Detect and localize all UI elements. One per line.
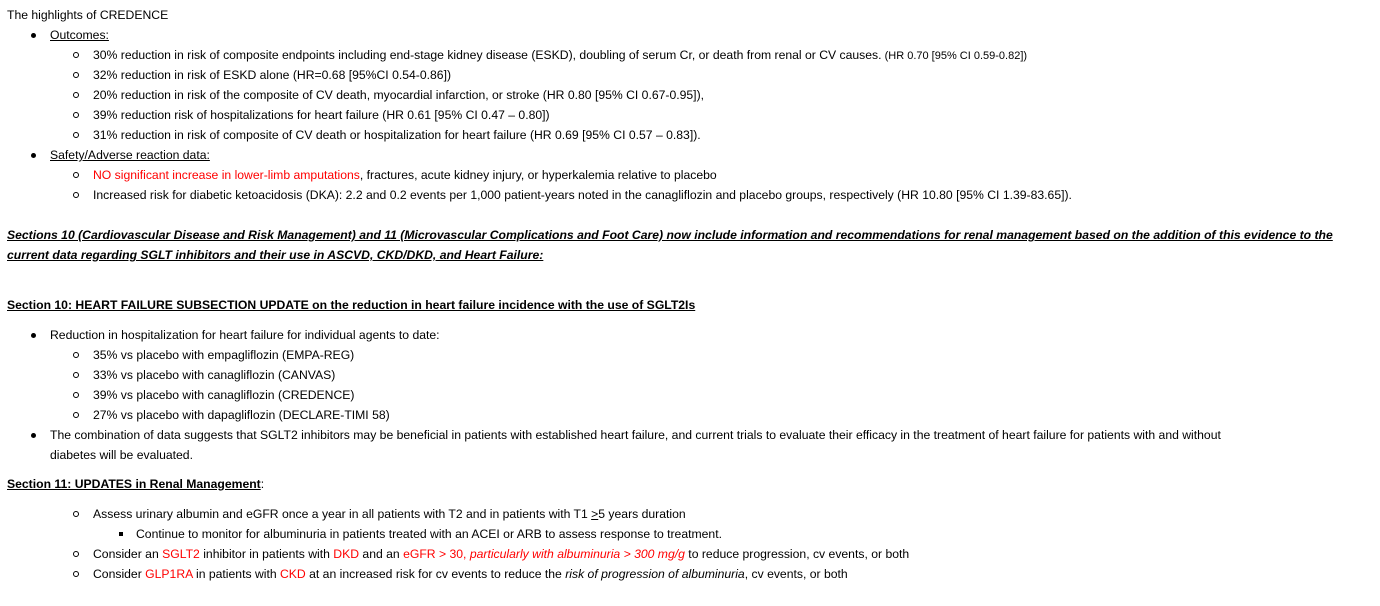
document <box>7 5 1375 584</box>
greater-equal-sign: > <box>591 507 599 521</box>
renal-glp1ra-text: , cv events, or both <box>744 567 848 581</box>
renal-glp1ra-highlight: GLP1RA <box>145 567 193 581</box>
renal-dkd-highlight: DKD <box>333 547 360 561</box>
section10-heading: Section 10: HEART FAILURE SUBSECTION UPDATE on the reduction in heart failure incidence with the use of SGLT2Is <box>7 298 696 312</box>
outcomes-label: Outcomes: <box>50 28 109 42</box>
renal-monitor-text: Continue to monitor for albuminuria in patients treated with an ACEI or ARB to assess response to treatment. <box>136 527 722 541</box>
renal-assess-duration: 5 years duration <box>598 507 686 521</box>
agent-item <box>7 385 1375 405</box>
safety-label: Safety/Adverse reaction data: <box>50 148 210 162</box>
outcome-hr: (HR 0.70 [95% CI 0.59-0.82]) <box>881 50 1028 62</box>
section11-heading-line <box>7 474 1375 494</box>
outcome-item <box>7 45 1375 65</box>
agent-item <box>7 345 1375 365</box>
renal-sglt2-text: and an <box>359 547 404 561</box>
renal-albuminuria-highlight: particularly with albuminuria > 300 mg/g <box>469 547 685 561</box>
renal-item <box>7 504 1375 524</box>
renal-glp1ra-text: in patients with <box>192 567 280 581</box>
section10-intro-bullet <box>7 325 1375 345</box>
renal-glp1ra-text: Consider <box>93 567 146 581</box>
safety-bullet <box>7 145 1375 165</box>
agent-text: 33% vs placebo with canagliflozin (CANVAS) <box>93 368 336 382</box>
doc-title: The highlights of CREDENCE <box>7 8 169 22</box>
renal-item <box>7 544 1375 564</box>
renal-sglt2-text: inhibitor in patients with <box>199 547 334 561</box>
renal-sglt2-text: Consider an <box>93 547 163 561</box>
agent-text: 35% vs placebo with empagliflozin (EMPA-REG) <box>93 348 355 362</box>
outcome-text: 30% reduction in risk of composite endpoints including end-stage kidney disease (ESKD), doubling of serum Cr, or death from renal or CV causes. <box>93 48 882 62</box>
combination-line-1: The combination of data suggests that SGLT2 inhibitors may be beneficial in patients with established heart failure, and current trials to evaluate their efficacy in the treatment of heart failure for patients with and without <box>50 428 1221 442</box>
renal-egfr-highlight: eGFR > 30, <box>403 547 470 561</box>
renal-glp1ra-text: at an increased risk for cv events to reduce the <box>305 567 566 581</box>
renal-ckd-highlight: CKD <box>280 567 306 581</box>
safety-amputation-text: NO significant increase in lower-limb amputations <box>93 168 360 182</box>
safety-item <box>7 185 1375 205</box>
renal-item <box>7 564 1375 584</box>
renal-assess-text: Assess urinary albumin and eGFR once a year in all patients with T2 and in patients with T1 <box>93 507 592 521</box>
renal-sglt2-text: to reduce progression, cv events, or both <box>684 547 910 561</box>
agent-text: 39% vs placebo with canagliflozin (CREDENCE) <box>93 388 355 402</box>
safety-item-rest: , fractures, acute kidney injury, or hyperkalemia relative to placebo <box>359 168 717 182</box>
renal-progression-italic: risk of progression of albuminuria <box>565 567 745 581</box>
outcome-text: 39% reduction risk of hospitalizations for heart failure (HR 0.61 [95% CI 0.47 – 0.80]) <box>93 108 550 122</box>
outcome-item <box>7 65 1375 85</box>
outcome-item <box>7 125 1375 145</box>
agent-text: 27% vs placebo with dapagliflozin (DECLARE-TIMI 58) <box>93 408 390 422</box>
safety-dka-text: Increased risk for diabetic ketoacidosis (DKA): 2.2 and 0.2 events per 1,000 patient-years noted in the canagliflozin and placebo groups, respectively (HR 10.80 [95% CI 1.39-83.65]). <box>93 188 1072 202</box>
outcomes-bullet <box>7 25 1375 45</box>
agent-item <box>7 405 1375 425</box>
section11-heading: Section 11: UPDATES in Renal Management <box>7 477 261 491</box>
combination-line-2: diabetes will be evaluated. <box>50 448 193 462</box>
combination-bullet <box>7 425 1375 445</box>
sections-note-line-1: Sections 10 (Cardiovascular Disease and Risk Management) and 11 (Microvascular Complications and Foot Care) now include information and recommendations for renal management based on the addition of this evidence to the <box>7 228 1333 242</box>
outcome-item <box>7 85 1375 105</box>
sections-note-line-2: current data regarding SGLT inhibitors and their use in ASCVD, CKD/DKD, and Heart Failure: <box>7 248 544 262</box>
outcome-item <box>7 105 1375 125</box>
renal-sglt2-highlight: SGLT2 <box>162 547 200 561</box>
renal-subitem <box>7 524 1375 544</box>
safety-item <box>7 165 1375 185</box>
outcome-text: 31% reduction in risk of composite of CV death or hospitalization for heart failure (HR 0.69 [95% CI 0.57 – 0.83]). <box>93 128 701 142</box>
section11-heading-suffix: : <box>260 477 265 491</box>
outcome-text: 32% reduction in risk of ESKD alone (HR=0.68 [95%CI 0.54-0.86]) <box>93 68 452 82</box>
agent-item <box>7 365 1375 385</box>
section10-intro: Reduction in hospitalization for heart failure for individual agents to date: <box>50 328 440 342</box>
outcome-text: 20% reduction in risk of the composite of CV death, myocardial infarction, or stroke (HR 0.80 [95% CI 0.67-0.95]), <box>93 88 705 102</box>
